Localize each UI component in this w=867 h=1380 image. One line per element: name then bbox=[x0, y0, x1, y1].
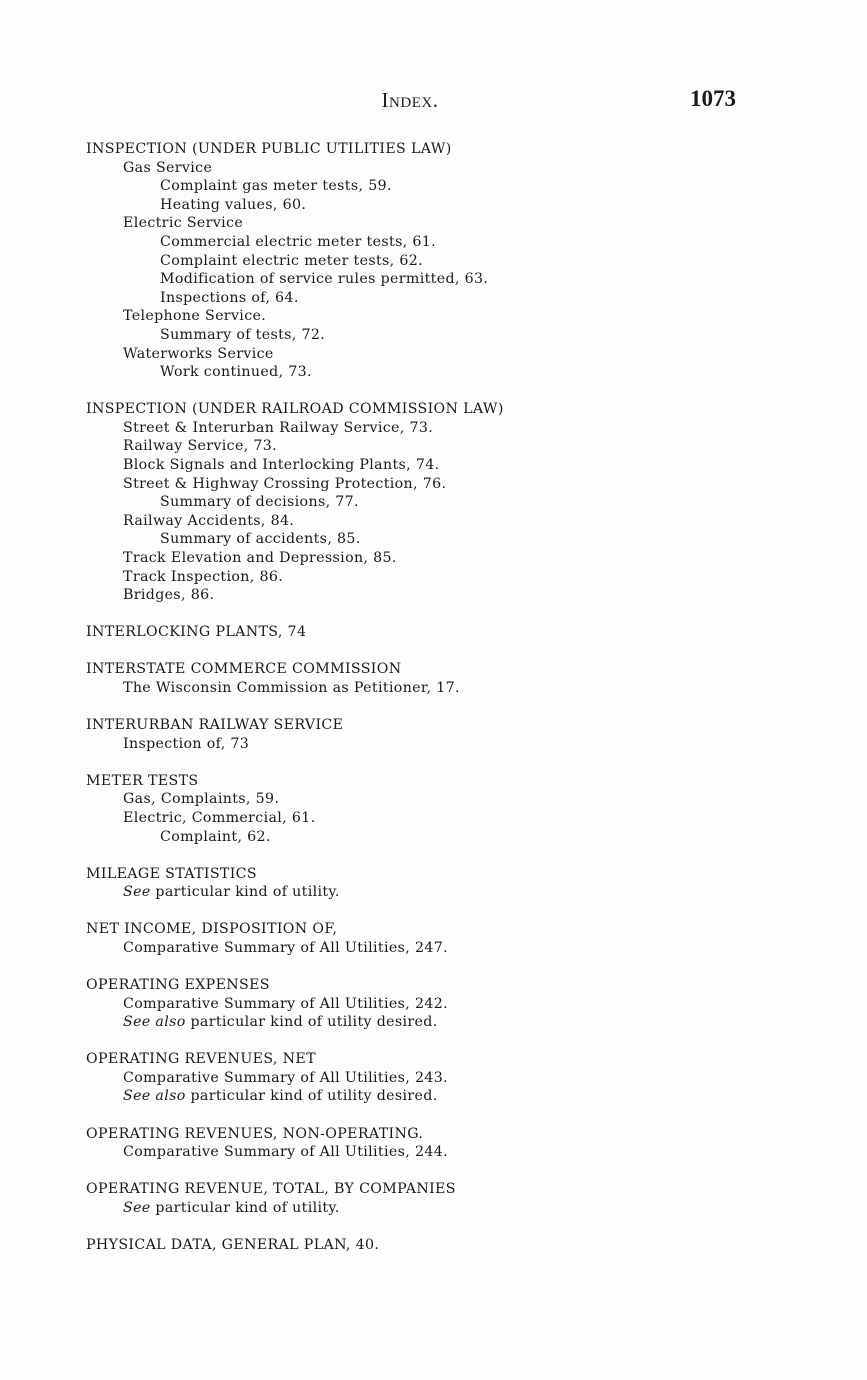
cross-reference-label: See bbox=[123, 884, 151, 901]
index-heading: INTERURBAN RAILWAY SERVICE bbox=[86, 717, 344, 734]
index-subentry-text: particular kind of utility desired. bbox=[185, 1014, 438, 1031]
index-subsubentry: Complaint electric meter tests, 62. bbox=[160, 252, 423, 269]
index-entry bbox=[86, 772, 826, 846]
cross-reference-label: See bbox=[123, 1199, 151, 1216]
index-entry bbox=[86, 1125, 826, 1162]
index-subentry: Comparative Summary of All Utilities, 243. bbox=[123, 1069, 448, 1086]
index-subsubentry: Summary of accidents, 85. bbox=[160, 531, 361, 548]
index-subentry: Comparative Summary of All Utilities, 247. bbox=[123, 939, 448, 956]
index-subentry bbox=[86, 1087, 826, 1106]
index-heading: MILEAGE STATISTICS bbox=[86, 865, 257, 882]
index-subsubentry: Heating values, 60. bbox=[160, 196, 307, 213]
index-subentry-text: particular kind of utility. bbox=[150, 1199, 340, 1216]
index-heading: PHYSICAL DATA, GENERAL PLAN, 40. bbox=[86, 1236, 380, 1253]
index-subsubentry: Complaint gas meter tests, 59. bbox=[160, 178, 392, 195]
index-subsubentry: Commercial electric meter tests, 61. bbox=[160, 233, 437, 250]
index-heading: NET INCOME, DISPOSITION OF, bbox=[86, 921, 338, 938]
index-subentry: Inspection of, 73 bbox=[123, 735, 250, 752]
index-subentry bbox=[86, 883, 826, 902]
index-subentry: Railway Service, 73. bbox=[123, 438, 278, 455]
index-entry bbox=[86, 716, 826, 753]
index-subentry: Electric, Commercial, 61. bbox=[123, 809, 316, 826]
index-subentry: Comparative Summary of All Utilities, 242. bbox=[123, 995, 448, 1012]
index-subentry: Track Elevation and Depression, 85. bbox=[123, 549, 397, 566]
index-entry bbox=[86, 660, 826, 697]
index-subsubentry: Modification of service rules permitted, 63. bbox=[160, 271, 489, 288]
index-subsubentry: Summary of tests, 72. bbox=[160, 326, 326, 343]
cross-reference-label: See also bbox=[123, 1088, 186, 1105]
index-entry bbox=[86, 976, 826, 1032]
index-subentry: Comparative Summary of All Utilities, 244. bbox=[123, 1144, 448, 1161]
index-heading: METER TESTS bbox=[86, 772, 199, 789]
index-heading: INTERSTATE COMMERCE COMMISSION bbox=[86, 661, 402, 678]
index-subentry: Block Signals and Interlocking Plants, 74. bbox=[123, 457, 440, 473]
index-subentry: Electric Service bbox=[123, 215, 244, 232]
index-subentry: Telephone Service. bbox=[123, 308, 267, 325]
index-heading: OPERATING REVENUE, TOTAL, BY COMPANIES bbox=[86, 1181, 456, 1198]
index-heading: INTERLOCKING PLANTS, 74 bbox=[86, 624, 307, 641]
index-subentry: The Wisconsin Commission as Petitioner, 17. bbox=[123, 679, 460, 696]
index-subsubentry: Complaint, 62. bbox=[160, 828, 271, 845]
index-entry bbox=[86, 920, 826, 957]
index-subentry-text: particular kind of utility desired. bbox=[185, 1088, 438, 1105]
index-heading: OPERATING EXPENSES bbox=[86, 976, 270, 993]
index-entry bbox=[86, 623, 826, 642]
index-entry bbox=[86, 1050, 826, 1106]
index-heading: INSPECTION (UNDER RAILROAD COMMISSION LAW) bbox=[86, 401, 504, 418]
index-subentry-text: particular kind of utility. bbox=[150, 884, 340, 901]
index-subsubentry: Summary of decisions, 77. bbox=[160, 494, 359, 511]
index-list bbox=[86, 140, 826, 1273]
index-subentry: Gas, Complaints, 59. bbox=[123, 791, 280, 808]
index-heading: INSPECTION (UNDER PUBLIC UTILITIES LAW) bbox=[86, 141, 452, 157]
index-entry bbox=[86, 865, 826, 902]
index-subentry: Bridges, 86. bbox=[123, 587, 215, 604]
index-entry bbox=[86, 400, 826, 605]
index-subentry: Waterworks Service bbox=[123, 345, 274, 362]
index-subentry: Railway Accidents, 84. bbox=[123, 512, 295, 529]
index-subentry bbox=[86, 1013, 826, 1032]
index-heading: OPERATING REVENUES, NON-OPERATING. bbox=[86, 1125, 424, 1142]
index-subentry: Track Inspection, 86. bbox=[123, 568, 284, 585]
page-title: Index. bbox=[381, 88, 439, 112]
index-entry bbox=[86, 1236, 826, 1255]
index-subentry bbox=[86, 1199, 826, 1218]
index-entry bbox=[86, 140, 826, 382]
index-subentry: Gas Service bbox=[123, 159, 213, 176]
index-entry bbox=[86, 1180, 826, 1217]
index-subentry: Street & Highway Crossing Protection, 76. bbox=[123, 475, 447, 492]
cross-reference-label: See also bbox=[123, 1014, 186, 1031]
index-subsubentry: Inspections of, 64. bbox=[160, 289, 299, 306]
index-heading: OPERATING REVENUES, NET bbox=[86, 1051, 316, 1068]
index-subentry: Street & Interurban Railway Service, 73. bbox=[123, 419, 434, 436]
index-subsubentry: Work continued, 73. bbox=[160, 364, 312, 381]
page-number: 1073 bbox=[690, 86, 736, 111]
